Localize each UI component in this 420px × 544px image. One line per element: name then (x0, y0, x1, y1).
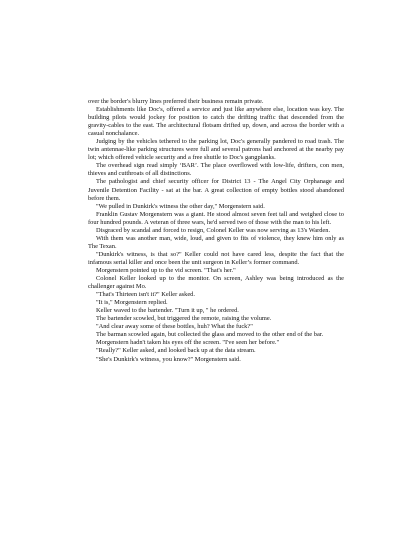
paragraph: over the border's blurry lines preferred their business remain private. (88, 98, 264, 105)
paragraph: Franklin Gustav Morgenstern was a giant. He stood almost seven feet tall and weighed close to four hundred pounds. A veteran of three wars, he'd served two of those with the man to his left. (88, 210, 344, 226)
paragraph: Judging by the vehicles tethered to the parking lot, Doc's generally pandered to road trash. The twin antennae-like parking structures were full and several patrons had anchored at the nearby pay lot; which offered vehicle security and a free shuttle to Doc's gangplanks. (88, 138, 344, 162)
paragraph: The bartender scowled, but triggered the remote, raising the volume. (96, 315, 272, 323)
paragraph: The overhead sign read simply ‘BAR’. The place overflowed with low-life, drifters, con men, thieves and cutthroats of all distinctions. (88, 162, 344, 178)
paragraph: "That's Thirteen isn't it?" Keller asked. (96, 291, 195, 299)
paragraph: The pathologist and chief security officer for District 13 - The Angel City Orphanage and Juvenile Detention Facility - sat at the bar. A great collection of empty bottles stood abandoned before them. (88, 178, 344, 202)
paragraph: "It is," Morgenstern replied. (96, 299, 168, 307)
paragraph: Keller waved to the bartender. "Turn it up, " he ordered. (96, 307, 239, 315)
paragraph: With them was another man, wide, loud, and given to fits of violence, they knew him only as The Texan. (88, 234, 344, 250)
paragraph: Disgraced by scandal and forced to resign, Colonel Keller was now serving as 13's Warden. (96, 226, 331, 234)
paragraph: "Really?" Keller asked, and looked back up at the data stream. (96, 347, 256, 355)
body-text (88, 98, 344, 364)
paragraph: "And clear away some of these bottles, huh? What the fuck?" (96, 323, 253, 331)
paragraph: The barman scowled again, but collected the glass and moved to the other end of the bar. (96, 331, 324, 339)
paragraph: Morgenstern hadn't taken his eyes off the screen. "I've seen her before." (96, 339, 280, 347)
paragraph: "We pulled in Dunkirk's witness the other day," Morgenstern said. (96, 202, 265, 210)
paragraph: Establishments like Doc's, offered a service and just like anywhere else, location was key. The building pilots would jockey for position to catch the drifting traffic that descended from the gravity-cables to the east. The architectural flotsam drifted up, down, and across the border with a casual nonchalance. (88, 106, 344, 138)
paragraph: Morgenstern pointed up to the vid screen. "That's her." (96, 266, 236, 274)
paragraph: "Dunkirk's witness, is that so?" Keller could not have cared less, despite the fact that the infamous serial killer and once been the unit surgeon in Keller’s former command. (88, 250, 344, 266)
paragraph: "She's Dunkirk's witness, you know?" Morgenstern said. (96, 355, 241, 363)
paragraph: Colonel Keller looked up to the monitor. On screen, Ashley was being introduced as the challenger against Mo. (88, 275, 344, 291)
